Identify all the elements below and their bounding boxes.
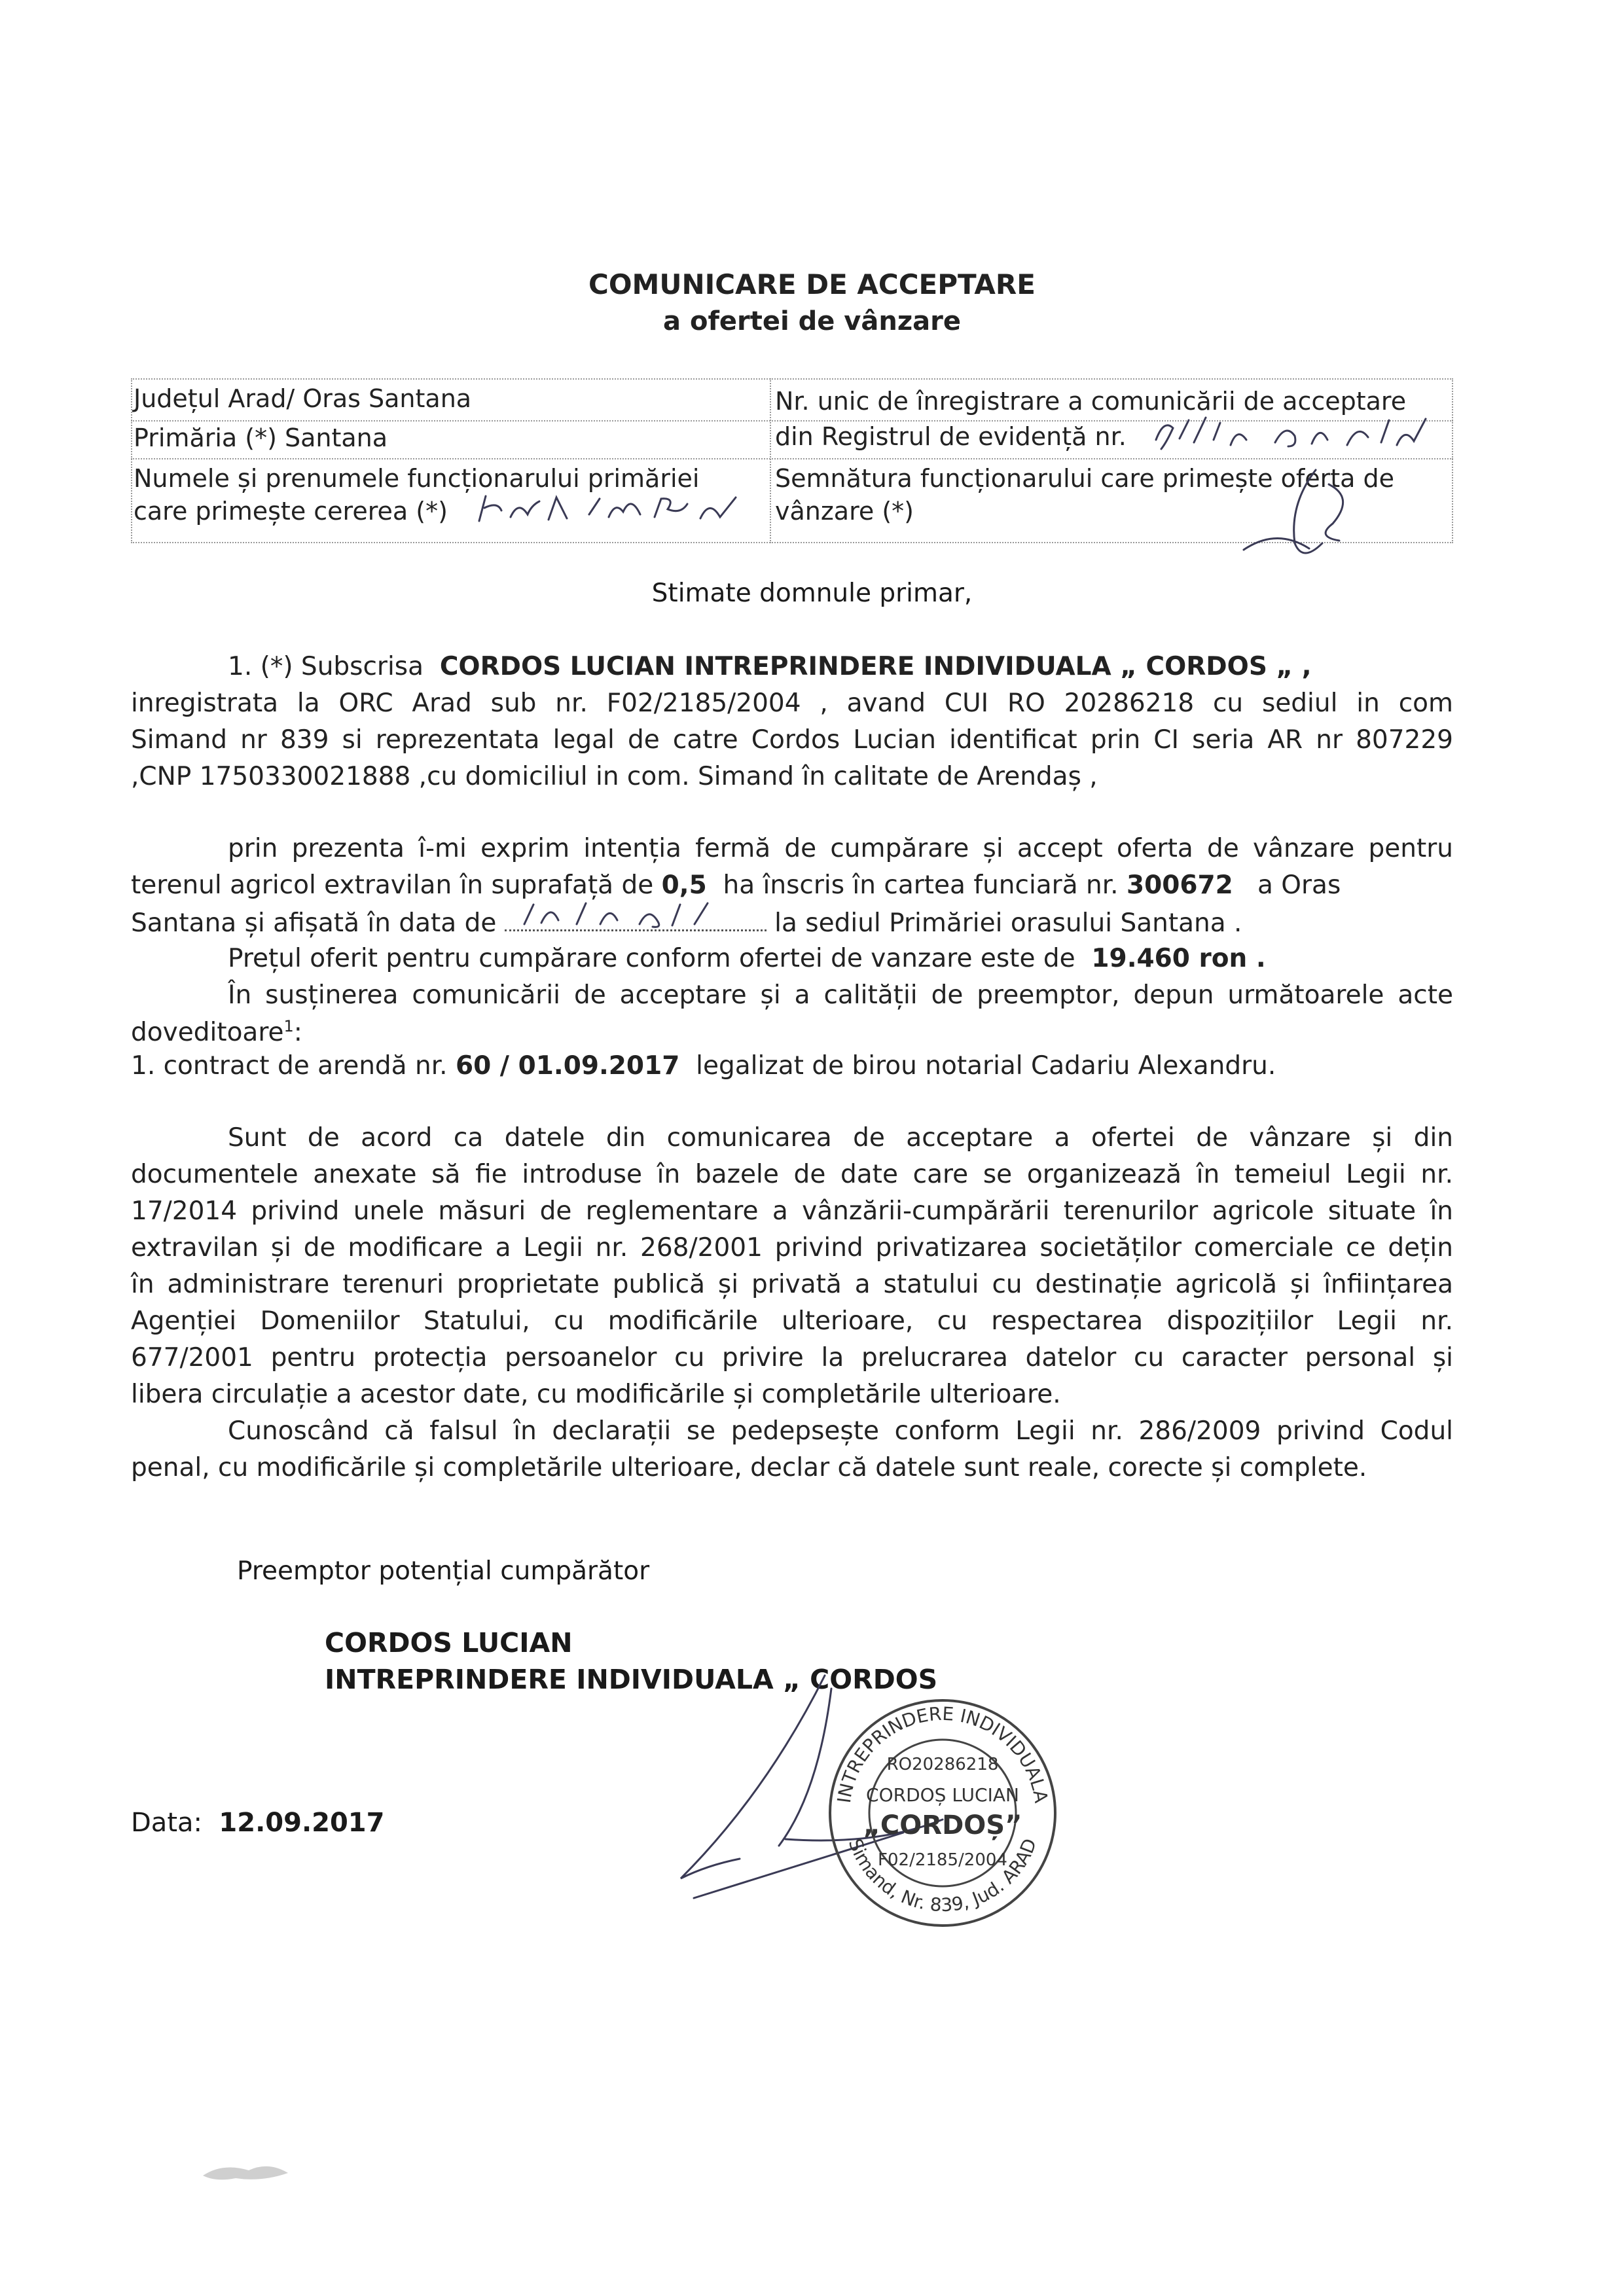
para4-line2: penal, cu modificările și completările ulterioare, declar că datele sunt reale, corecte și complete. [131,1453,1367,1482]
land-area: 0,5 [661,870,707,900]
para3-line5: în administrare terenuri proprietate publică și privată a statului cu destinație agricolă și înființarea [131,1270,1453,1299]
para2-line6: doveditoare$^1$: [131,1017,302,1047]
lease-contract: 60 / 01.09.2017 [455,1051,680,1081]
para3-line7: 677/2001 pentru protecția persoanelor cu privire la prelucrarea datelor cu caracter personal și [131,1343,1453,1372]
registration-number-label-1: Nr. unic de înregistrare a comunicării de acceptare [775,387,1407,416]
para3-line4: extravilan și de modificare a Legii nr. 268/2001 privind privatizarea societăților comerciale ce dețin [131,1233,1453,1263]
greeting: Stimate domnule primar, [651,579,973,608]
stamp-ring-bottom: Simand, Nr. 839, Jud. ARAD [844,1835,1041,1916]
stamp-name: CORDOȘ LUCIAN [866,1784,1019,1806]
para2-line3: Santana și afișată în data de la sediul Primăriei orasului Santana . [131,907,1453,938]
para2-line4: Prețul oferit pentru cumpărare conform ofertei de vanzare este de 19.460 ron . [228,944,1266,973]
signatory-name: CORDOS LUCIAN [325,1627,573,1659]
para3-line3: 17/2014 privind unele măsuri de reglementare a vânzării-cumpărării terenurilor agricole situate în [131,1196,1453,1226]
para2-line1: prin prezenta î-mi exprim intenția fermă de cumpărare și accept oferta de vânzare pentru [228,834,1453,863]
handwritten-clerk-signature [1218,465,1375,563]
document-title: COMUNICARE DE ACCEPTARE [588,268,1036,300]
stamp-ring-top: INTREPRINDERE INDIVIDUALA [833,1702,1053,1804]
para1-line4: ,CNP 1750330021888 ,cu domiciliul in com. Simand în calitate de Arendaș , [131,762,1098,791]
para2-line7: 1. contract de arendă nr. 60 / 01.09.2017 legalizat de birou notarial Cadariu Alexandru. [131,1051,1276,1081]
document-subtitle: a ofertei de vânzare [663,306,961,336]
clerk-signature-label-2: vânzare (*) [775,497,914,526]
para1-line3: Simand nr 839 si reprezentata legal de catre Cordos Lucian identificat prin CI seria AR nr 807229 [131,725,1453,755]
date-value: 12.09.2017 [219,1808,385,1838]
para4-line1: Cunoscând că falsul în declarații se pedepsește conform Legii nr. 286/2009 privind Codul [228,1416,1453,1446]
registration-table [131,378,1453,543]
scan-smudge [196,2156,301,2189]
clerk-name-label-1: Numele și prenumele funcționarului primăriei [134,464,700,493]
para2-line5: În susținerea comunicării de acceptare și a calității de preemptor, depun următoarele acte [228,980,1453,1010]
handwritten-display-date [505,907,767,931]
registration-number-label-2: din Registrul de evidență nr. [775,422,1127,451]
clerk-signature-label-1: Semnătura funcționarului care primește oferta de [775,464,1395,493]
company-stamp [668,1649,1074,1937]
para2-line2: terenul agricol extravilan în suprafață de 0,5 ha înscris în cartea funciară nr. 300672 a Oras [131,870,1341,900]
para3-line2: documentele anexate să fie introduse în bazele de date care se organizează în temeiul Legii nr. [131,1160,1453,1189]
handwritten-registration-number [1151,414,1445,453]
county-city: Județul Arad/ Oras Santana [134,384,472,413]
clerk-name-label-2: care primește cererea (*) [134,497,448,526]
signatory-company: INTREPRINDERE INDIVIDUALA „ CORDOS [325,1664,938,1695]
para3-line1: Sunt de acord ca datele din comunicarea de acceptare a ofertei de vânzare și din [228,1123,1453,1153]
offered-price: 19.460 ron . [1091,944,1266,973]
signature-label: Preemptor potențial cumpărător [237,1556,650,1586]
date-field [131,1808,384,1838]
date-label: Data: [131,1808,202,1838]
footnote-marker: 1 [283,1017,294,1035]
para1-line2: inregistrata la ORC Arad sub nr. F02/2185/2004 , avand CUI RO 20286218 cu sediul in com [131,689,1453,718]
para3-line8: libera circulație a acestor date, cu modificările și completările ulterioare. [131,1380,1061,1409]
stamp-reg: F02/2185/2004 [878,1850,1007,1870]
para3-line6: Agenției Domeniilor Statului, cu modificările ulterioare, cu respectarea dispozițiilor Legii nr. [131,1306,1453,1336]
stamp-cui: RO20286218 [886,1755,999,1774]
land-register-number: 300672 [1126,870,1233,900]
handwritten-clerk-name [471,488,759,534]
stamp-brand: „CORDOȘ” [863,1810,1022,1840]
para1-line1: 1. (*) Subscrisa CORDOS LUCIAN INTREPRINDERE INDIVIDUALA „ CORDOS „ , [228,652,1312,681]
town-hall: Primăria (*) Santana [134,423,388,452]
